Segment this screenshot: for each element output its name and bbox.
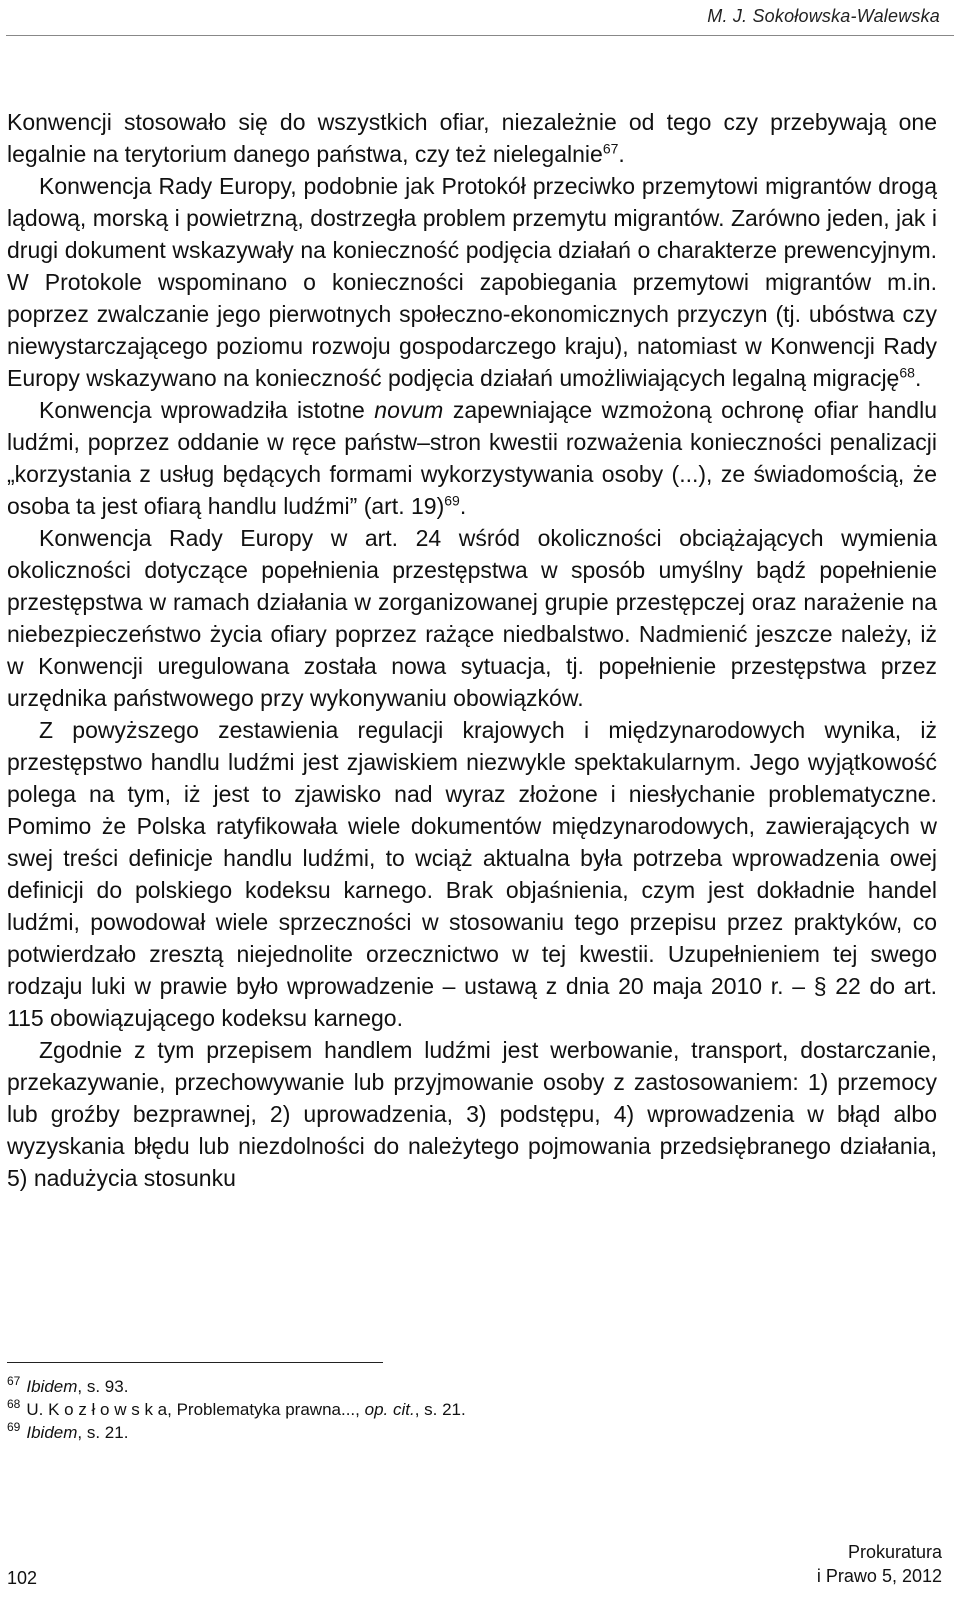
text-run: Konwencji stosowało się do wszystkich ofiar, niezależnie od tego czy przebywają one legalnie na terytorium danego państwa, czy też nielegalnie bbox=[7, 109, 937, 167]
paragraph-6 bbox=[7, 1034, 937, 1194]
text-run: Z powyższego zestawienia regulacji krajowych i międzynarodowych wynika, iż przestępstwo handlu ludźmi jest zjawiskiem niezwykle spektakularnym. Jego wyjątkowość polega na tym, iż jest to zjawisko nad wyraz złożone i niesłychanie problematyczne. Pomimo że Polska ratyfikowała wiele dokumentów międzynarodowych, zawierających w swej treści definicje handlu ludźmi, to wciąż aktualna była potrzeba wprowadzenia owej definicji do polskiego kodeksu karnego. Brak objaśnienia, czym jest dokładnie handel ludźmi, powodował wiele sprzeczności w stosowaniu tego przepisu przez praktyków, co potwierdzało zresztą niejednolite orzecznictwo w tej kwestii. Uzupełnieniem tej swego rodzaju luki w prawie było wprowadzenie – ustawą z dnia 20 maja 2010 r. – § 22 do art. 115 obowiązującego kodeksu karnego. bbox=[7, 717, 937, 1031]
footnote-number: 69 bbox=[7, 1420, 21, 1435]
paragraph-4 bbox=[7, 522, 937, 714]
text-run: Konwencja Rady Europy w art. 24 wśród okoliczności obciążających wymienia okoliczności dotyczące popełnienia przestępstwa w sposób umyślny bądź popełnienie przestępstwa w ramach działania w zorganizowanej grupie przestępczej oraz narażenie na niebezpieczeństwo życia ofiary poprzez rażące niedbalstwo. Nadmienić jeszcze należy, iż w Konwencji uregulowana została nowa sytuacja, tj. popełnienie przestępstwa przez urzędnika państwowego przy wykonywaniu obowiązków. bbox=[7, 525, 937, 711]
footnote-divider bbox=[7, 1362, 383, 1363]
paragraph-3 bbox=[7, 394, 937, 522]
journal-issue: i Prawo 5, 2012 bbox=[816, 1566, 942, 1586]
italic-term: novum bbox=[374, 397, 444, 423]
footnote-text: , s. 21. bbox=[77, 1423, 129, 1442]
journal-title bbox=[817, 1540, 942, 1588]
text-run: Zgodnie z tym przepisem handlem ludźmi jest werbowanie, transport, dostarczanie, przekazywanie, przechowywanie lub przyjmowanie osoby z zastosowaniem: 1) przemocy lub groźby bezprawnej, 2) uprowadzenia, 3) podstępu, 4) wprowadzenia w błąd albo wyzyskania błędu lub niezdolności do należytego pojmowania przedsiębranego działania, 5) nadużycia stosunku bbox=[7, 1037, 937, 1191]
running-head-author: M. J. Sokołowska-Walewska bbox=[707, 6, 940, 26]
footnote-text: , s. 21. bbox=[414, 1400, 466, 1419]
footnote-text: U. K o z ł o w s k a, Problematyka prawna..., bbox=[26, 1400, 365, 1419]
page-number: 102 bbox=[7, 1568, 38, 1588]
text-run: Konwencja Rady Europy, podobnie jak Protokół przeciwko przemytowi migrantów drogą lądową, morską i powietrzną, dostrzegła problem przemytu migrantów. Zarówno jeden, jak i drugi dokument wskazywały na konieczność podjęcia działań o charakterze prewencyjnym. W Protokole wspominano o konieczności zapobiegania przemytowi migrantów m.in. poprzez zwalczanie jego pierwotnych społeczno-ekonomicznych przyczyn (tj. ubóstwa czy niewystarczającego poziomu rozwoju gospodarczego kraju), natomiast w Konwencji Rady Europy wskazywano na konieczność podjęcia działań umożliwiających legalną migrację bbox=[7, 173, 937, 391]
footnote-ref-68[interactable]: 68 bbox=[899, 364, 915, 381]
footnote-number: 68 bbox=[7, 1397, 21, 1412]
text-run: . bbox=[914, 365, 922, 391]
footnote-italic: Ibidem bbox=[26, 1377, 78, 1396]
footnote-67 bbox=[7, 1375, 907, 1398]
footnote-68 bbox=[7, 1398, 907, 1421]
footnote-69 bbox=[7, 1421, 907, 1444]
text-run: zapewniające wzmożoną ochronę ofiar handlu ludźmi, poprzez oddanie w ręce państw–stron kwestii rozważenia konieczności penalizacji „korzystania z usług będących formami wykorzystywania osoby (...), ze świadomością, że osoba ta jest ofiarą handlu ludźmi” (art. 19) bbox=[7, 397, 937, 519]
header-divider bbox=[6, 35, 954, 36]
footnote-italic: op. cit. bbox=[364, 1400, 415, 1419]
footnote-ref-67[interactable]: 67 bbox=[602, 140, 619, 157]
footnote-ref-69[interactable]: 69 bbox=[444, 492, 460, 509]
text-run: . bbox=[459, 493, 467, 519]
footnote-number: 67 bbox=[7, 1374, 21, 1389]
text-run: . bbox=[618, 141, 625, 167]
footnotes bbox=[7, 1375, 907, 1444]
text-run: Konwencja wprowadziła istotne bbox=[39, 397, 375, 423]
footnote-text: , s. 93. bbox=[77, 1377, 129, 1396]
main-text bbox=[7, 106, 937, 1194]
paragraph-1 bbox=[7, 106, 937, 170]
journal-name: Prokuratura bbox=[847, 1542, 942, 1562]
paragraph-5 bbox=[7, 714, 937, 1034]
footnote-italic: Ibidem bbox=[26, 1423, 78, 1442]
paragraph-2 bbox=[7, 170, 937, 394]
